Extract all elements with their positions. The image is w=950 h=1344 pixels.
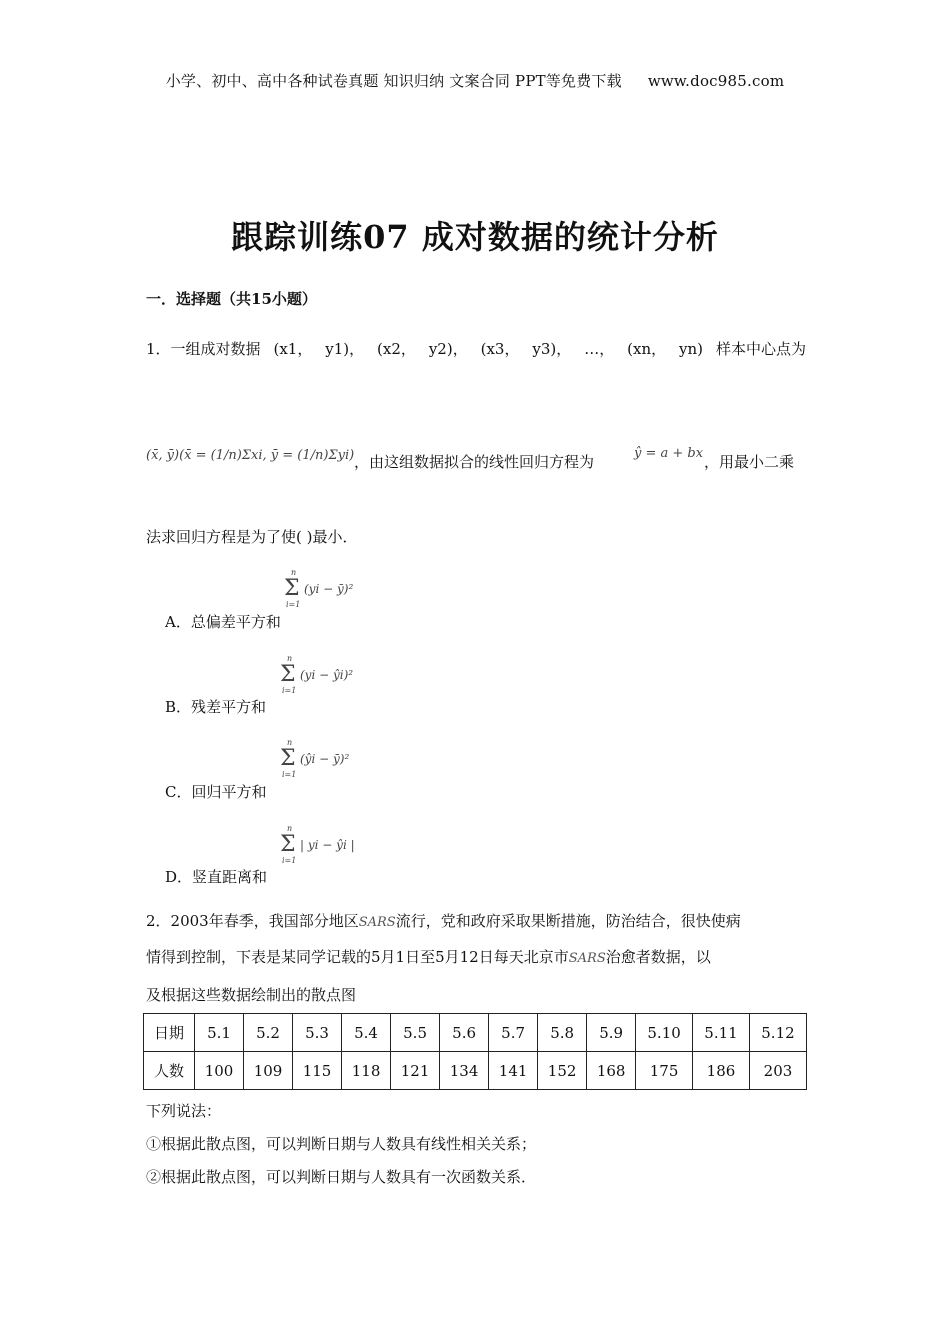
regression-equation: ŷ = a + bx bbox=[634, 446, 704, 461]
table-cell: 5.6 bbox=[440, 1014, 489, 1052]
table-row bbox=[144, 1052, 807, 1090]
table-cell: 121 bbox=[391, 1052, 440, 1090]
table-cell: 100 bbox=[195, 1052, 244, 1090]
sars-term: SARS bbox=[358, 915, 396, 930]
option-c-formula: n Σ i=1 (ŷi − ȳ)² bbox=[280, 738, 350, 779]
table-cell: 152 bbox=[538, 1052, 587, 1090]
q2-statement-2: ②根据此散点图，可以判断日期与人数具有一次函数关系． bbox=[146, 1168, 537, 1186]
table-cell: 141 bbox=[489, 1052, 538, 1090]
q1-word: 样本中心点为 bbox=[715, 340, 806, 358]
page-header bbox=[0, 70, 950, 91]
section-heading: 一．选择题（共15小题） bbox=[146, 290, 317, 308]
center-formula: (x̄, ȳ)(x̄ = (1/n)Σxi, ȳ = (1/n)Σyi) bbox=[146, 448, 355, 463]
table-cell: 日期 bbox=[144, 1014, 195, 1052]
table-row bbox=[144, 1014, 807, 1052]
q2-line1-a: 2．2003年春季，我国部分地区 bbox=[146, 912, 359, 930]
q1-word: …， bbox=[584, 340, 615, 358]
table-cell: 109 bbox=[244, 1052, 293, 1090]
page-title: 跟踪训练07 成对数据的统计分析 bbox=[231, 218, 719, 256]
q1-word: yn) bbox=[679, 340, 704, 358]
table-cell: 168 bbox=[587, 1052, 636, 1090]
q1-line1 bbox=[146, 338, 806, 359]
q2-line2-b: 治愈者数据，以 bbox=[605, 948, 711, 966]
data-table bbox=[143, 1013, 807, 1090]
table-cell: 118 bbox=[342, 1052, 391, 1090]
header-text: 小学、初中、高中各种试卷真题 知识归纳 文案合同 PPT等免费下载 bbox=[165, 72, 622, 90]
table-cell: 人数 bbox=[144, 1052, 195, 1090]
table-cell: 203 bbox=[749, 1052, 806, 1090]
q1-mid-text: ，由这组数据拟合的线性回归方程为 bbox=[354, 453, 595, 471]
table-cell: 5.9 bbox=[587, 1014, 636, 1052]
table-cell: 5.7 bbox=[489, 1014, 538, 1052]
q2-line1-b: 流行，党和政府采取果断措施，防治结合，很快使病 bbox=[395, 912, 741, 930]
table-cell: 5.8 bbox=[538, 1014, 587, 1052]
q1-line3: 法求回归方程是为了使( )最小． bbox=[146, 528, 358, 546]
table-cell: 5.1 bbox=[195, 1014, 244, 1052]
option-d[interactable]: D．竖直距离和 bbox=[165, 868, 268, 886]
q1-word: 1．一组成对数据 bbox=[146, 340, 261, 358]
option-d-formula: n Σ i=1 | yi − ŷi | bbox=[280, 824, 355, 865]
table-cell: 5.5 bbox=[391, 1014, 440, 1052]
q1-word: (x1， bbox=[273, 340, 313, 358]
q2-statement-1: ①根据此散点图，可以判断日期与人数具有线性相关关系； bbox=[146, 1135, 537, 1153]
table-cell: 115 bbox=[293, 1052, 342, 1090]
q2-line2 bbox=[146, 946, 711, 967]
q2-after-label: 下列说法： bbox=[146, 1102, 222, 1120]
option-c[interactable]: C．回归平方和 bbox=[165, 783, 267, 801]
q1-word: y3)， bbox=[532, 340, 572, 358]
q2-line2-a: 情得到控制，下表是某同学记载的5月1日至5月12日每天北京市 bbox=[146, 948, 569, 966]
table-cell: 5.4 bbox=[342, 1014, 391, 1052]
table-cell: 5.2 bbox=[244, 1014, 293, 1052]
q2-line1 bbox=[146, 910, 741, 931]
q2-line3: 及根据这些数据绘制出的散点图 bbox=[146, 986, 357, 1004]
table-cell: 186 bbox=[693, 1052, 750, 1090]
q1-word: y2)， bbox=[428, 340, 468, 358]
table-cell: 134 bbox=[440, 1052, 489, 1090]
table-cell: 175 bbox=[636, 1052, 693, 1090]
table-cell: 5.3 bbox=[293, 1014, 342, 1052]
header-url[interactable]: www.doc985.com bbox=[647, 72, 785, 90]
table-cell: 5.11 bbox=[693, 1014, 750, 1052]
option-b-formula: n Σ i=1 (yi − ŷi)² bbox=[280, 654, 354, 695]
table-cell: 5.10 bbox=[636, 1014, 693, 1052]
option-b[interactable]: B．残差平方和 bbox=[165, 698, 267, 716]
option-a[interactable]: A．总偏差平方和 bbox=[165, 613, 281, 631]
option-a-formula: n Σ i=1 (yi − ȳ)² bbox=[284, 568, 354, 609]
q1-word: (x2， bbox=[377, 340, 416, 358]
q1-word: (xn， bbox=[627, 340, 667, 358]
q1-word: (x3， bbox=[480, 340, 520, 358]
table-cell: 5.12 bbox=[749, 1014, 806, 1052]
q1-word: y1)， bbox=[325, 340, 365, 358]
sars-term: SARS bbox=[568, 951, 606, 966]
q1-tail-text: ，用最小二乘 bbox=[704, 453, 795, 471]
